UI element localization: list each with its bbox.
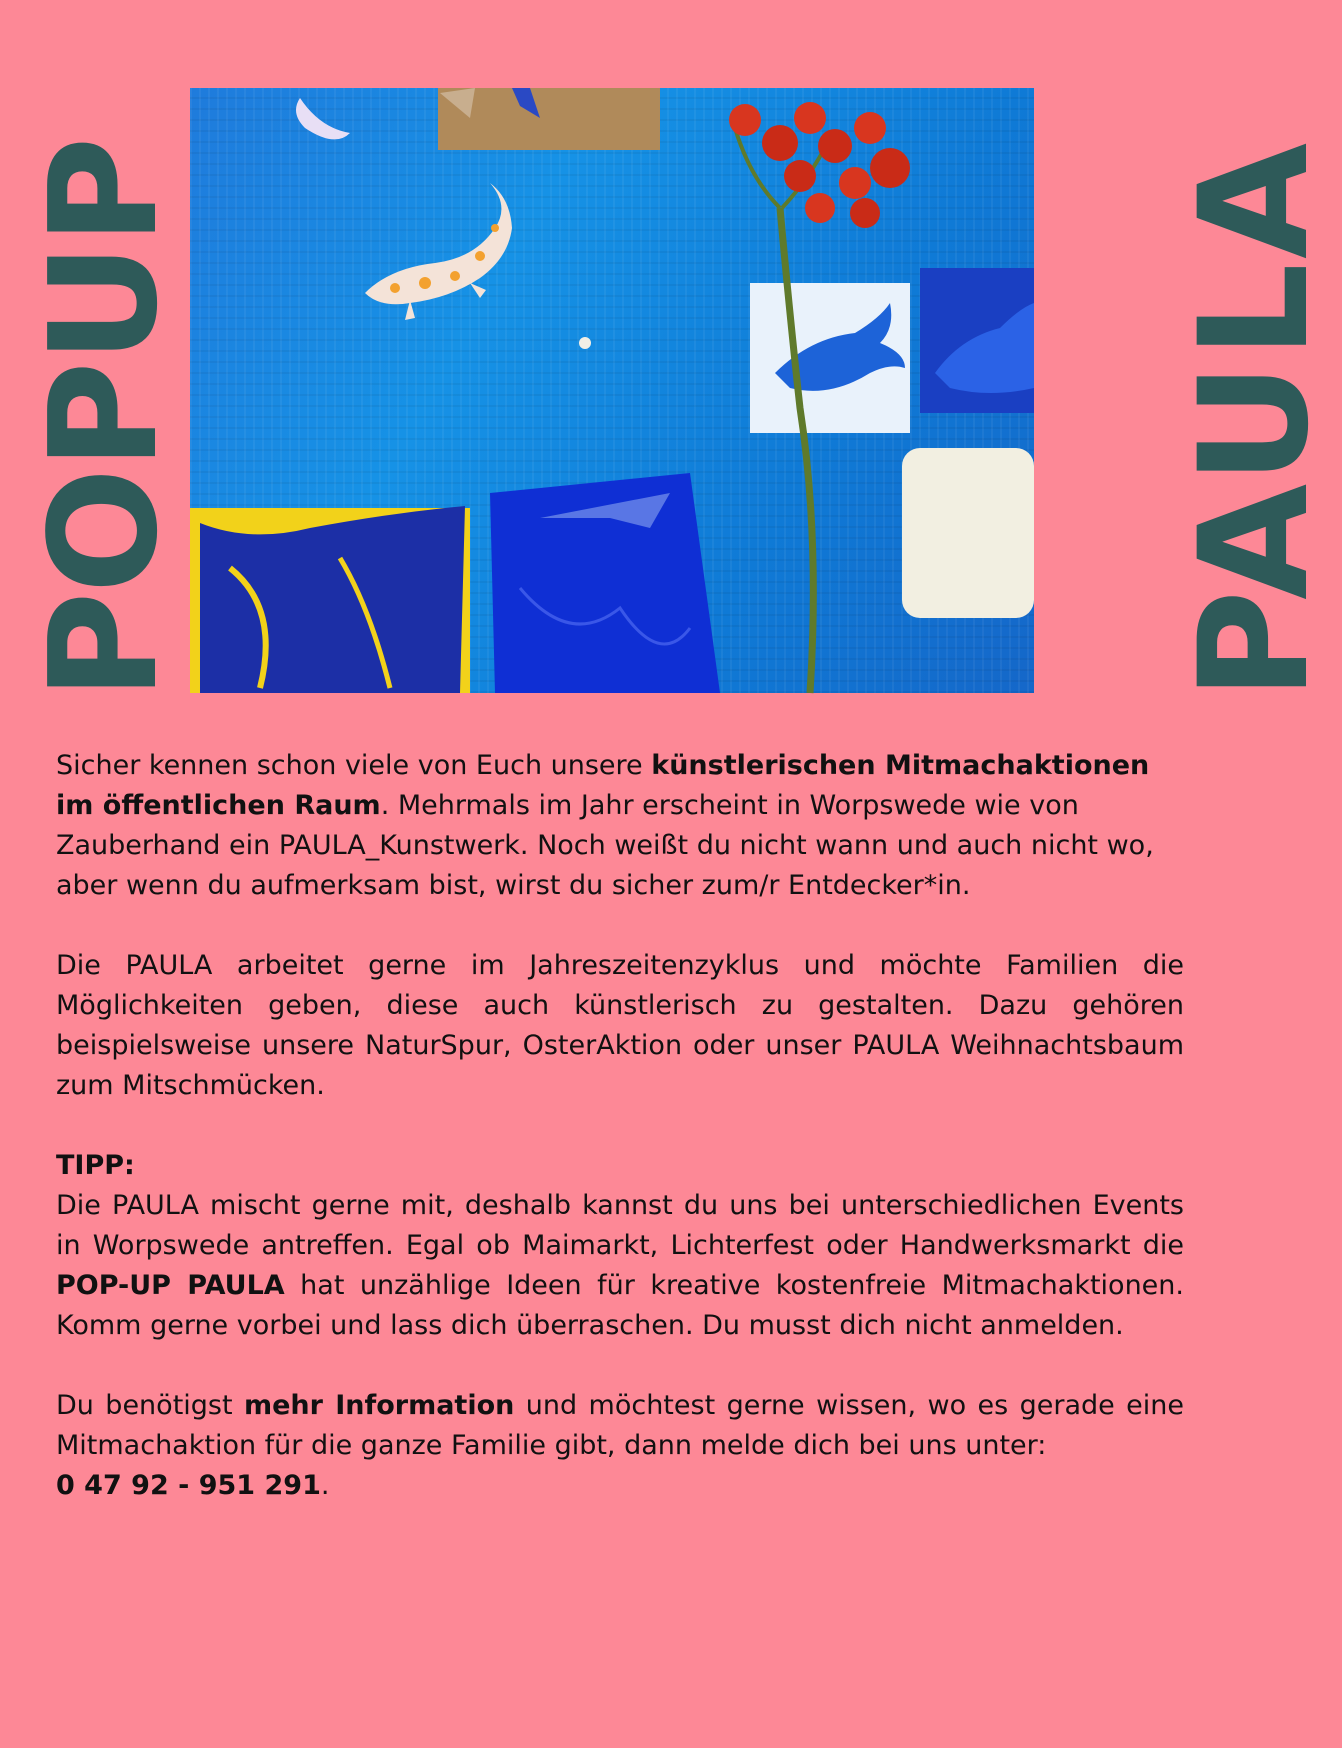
seasons-paragraph: Die PAULA arbeitet gerne im Jahreszeitenzyklus und möchte Familien die Möglichkeiten geben, diese auch künstlerisch zu gestalten. Dazu gehören beispielsweise unsere NaturSpur, OsterAktion oder unser PAULA Weihnachtsbaum zum Mitschmücken. <box>56 950 1184 1101</box>
highlight-more-info: mehr Information <box>243 1390 515 1421</box>
fish-stamp-tile <box>920 268 1034 413</box>
title-popup: POPUP <box>18 138 190 700</box>
title-paula: PAULA <box>1168 138 1342 700</box>
tipp-paragraph: TIPP: Die PAULA mischt gerne mit, deshalb kannst du uns bei unterschiedlichen Events in Worpswede antreffen. Egal ob Maimarkt, Lichterfest oder Handwerksmarkt die POP-UP PAULA hat unzählige Ideen für kreative kostenfreie Mitmachaktionen. Komm gerne vorbei und lass dich überraschen. Du musst dich nicht anmelden. <box>56 1150 1184 1341</box>
phone-number[interactable]: 0 47 92 - 951 291 <box>56 1470 321 1501</box>
blue-foam-sheet <box>490 473 720 693</box>
body-text <box>56 746 1184 1546</box>
paper-fish <box>296 98 350 139</box>
tipp-heading: TIPP: <box>56 1150 135 1181</box>
intro-paragraph: Sicher kennen schon viele von Euch unsere künstlerischen Mitmachaktionen im öffentlichen Raum. Mehrmals im Jahr erscheint in Worpswede wie von Zauberhand ein PAULA_Kunstwerk. Noch weißt du nicht wann und auch nicht wo, aber wenn du aufmerksam bist, wirst du sicher zum/r Entdecker*in. <box>56 750 1154 901</box>
photo-collage <box>190 88 1034 693</box>
highlight-actions: künstlerischen Mitmachaktionen im öffentlichen Raum <box>56 750 1150 821</box>
contact-paragraph: Du benötigst mehr Information und möchtest gerne wissen, wo es gerade eine Mitmachaktion für die ganze Familie gibt, dann melde dich bei uns unter: 0 47 92 - 951 291. <box>56 1390 1184 1501</box>
highlight-popup-paula: POP-UP PAULA <box>56 1270 285 1301</box>
cream-card <box>902 448 1034 618</box>
salamander-toy <box>365 183 512 320</box>
printed-fish-tile <box>750 283 910 433</box>
yellow-print <box>190 506 470 693</box>
collage-illustration <box>190 88 1034 693</box>
